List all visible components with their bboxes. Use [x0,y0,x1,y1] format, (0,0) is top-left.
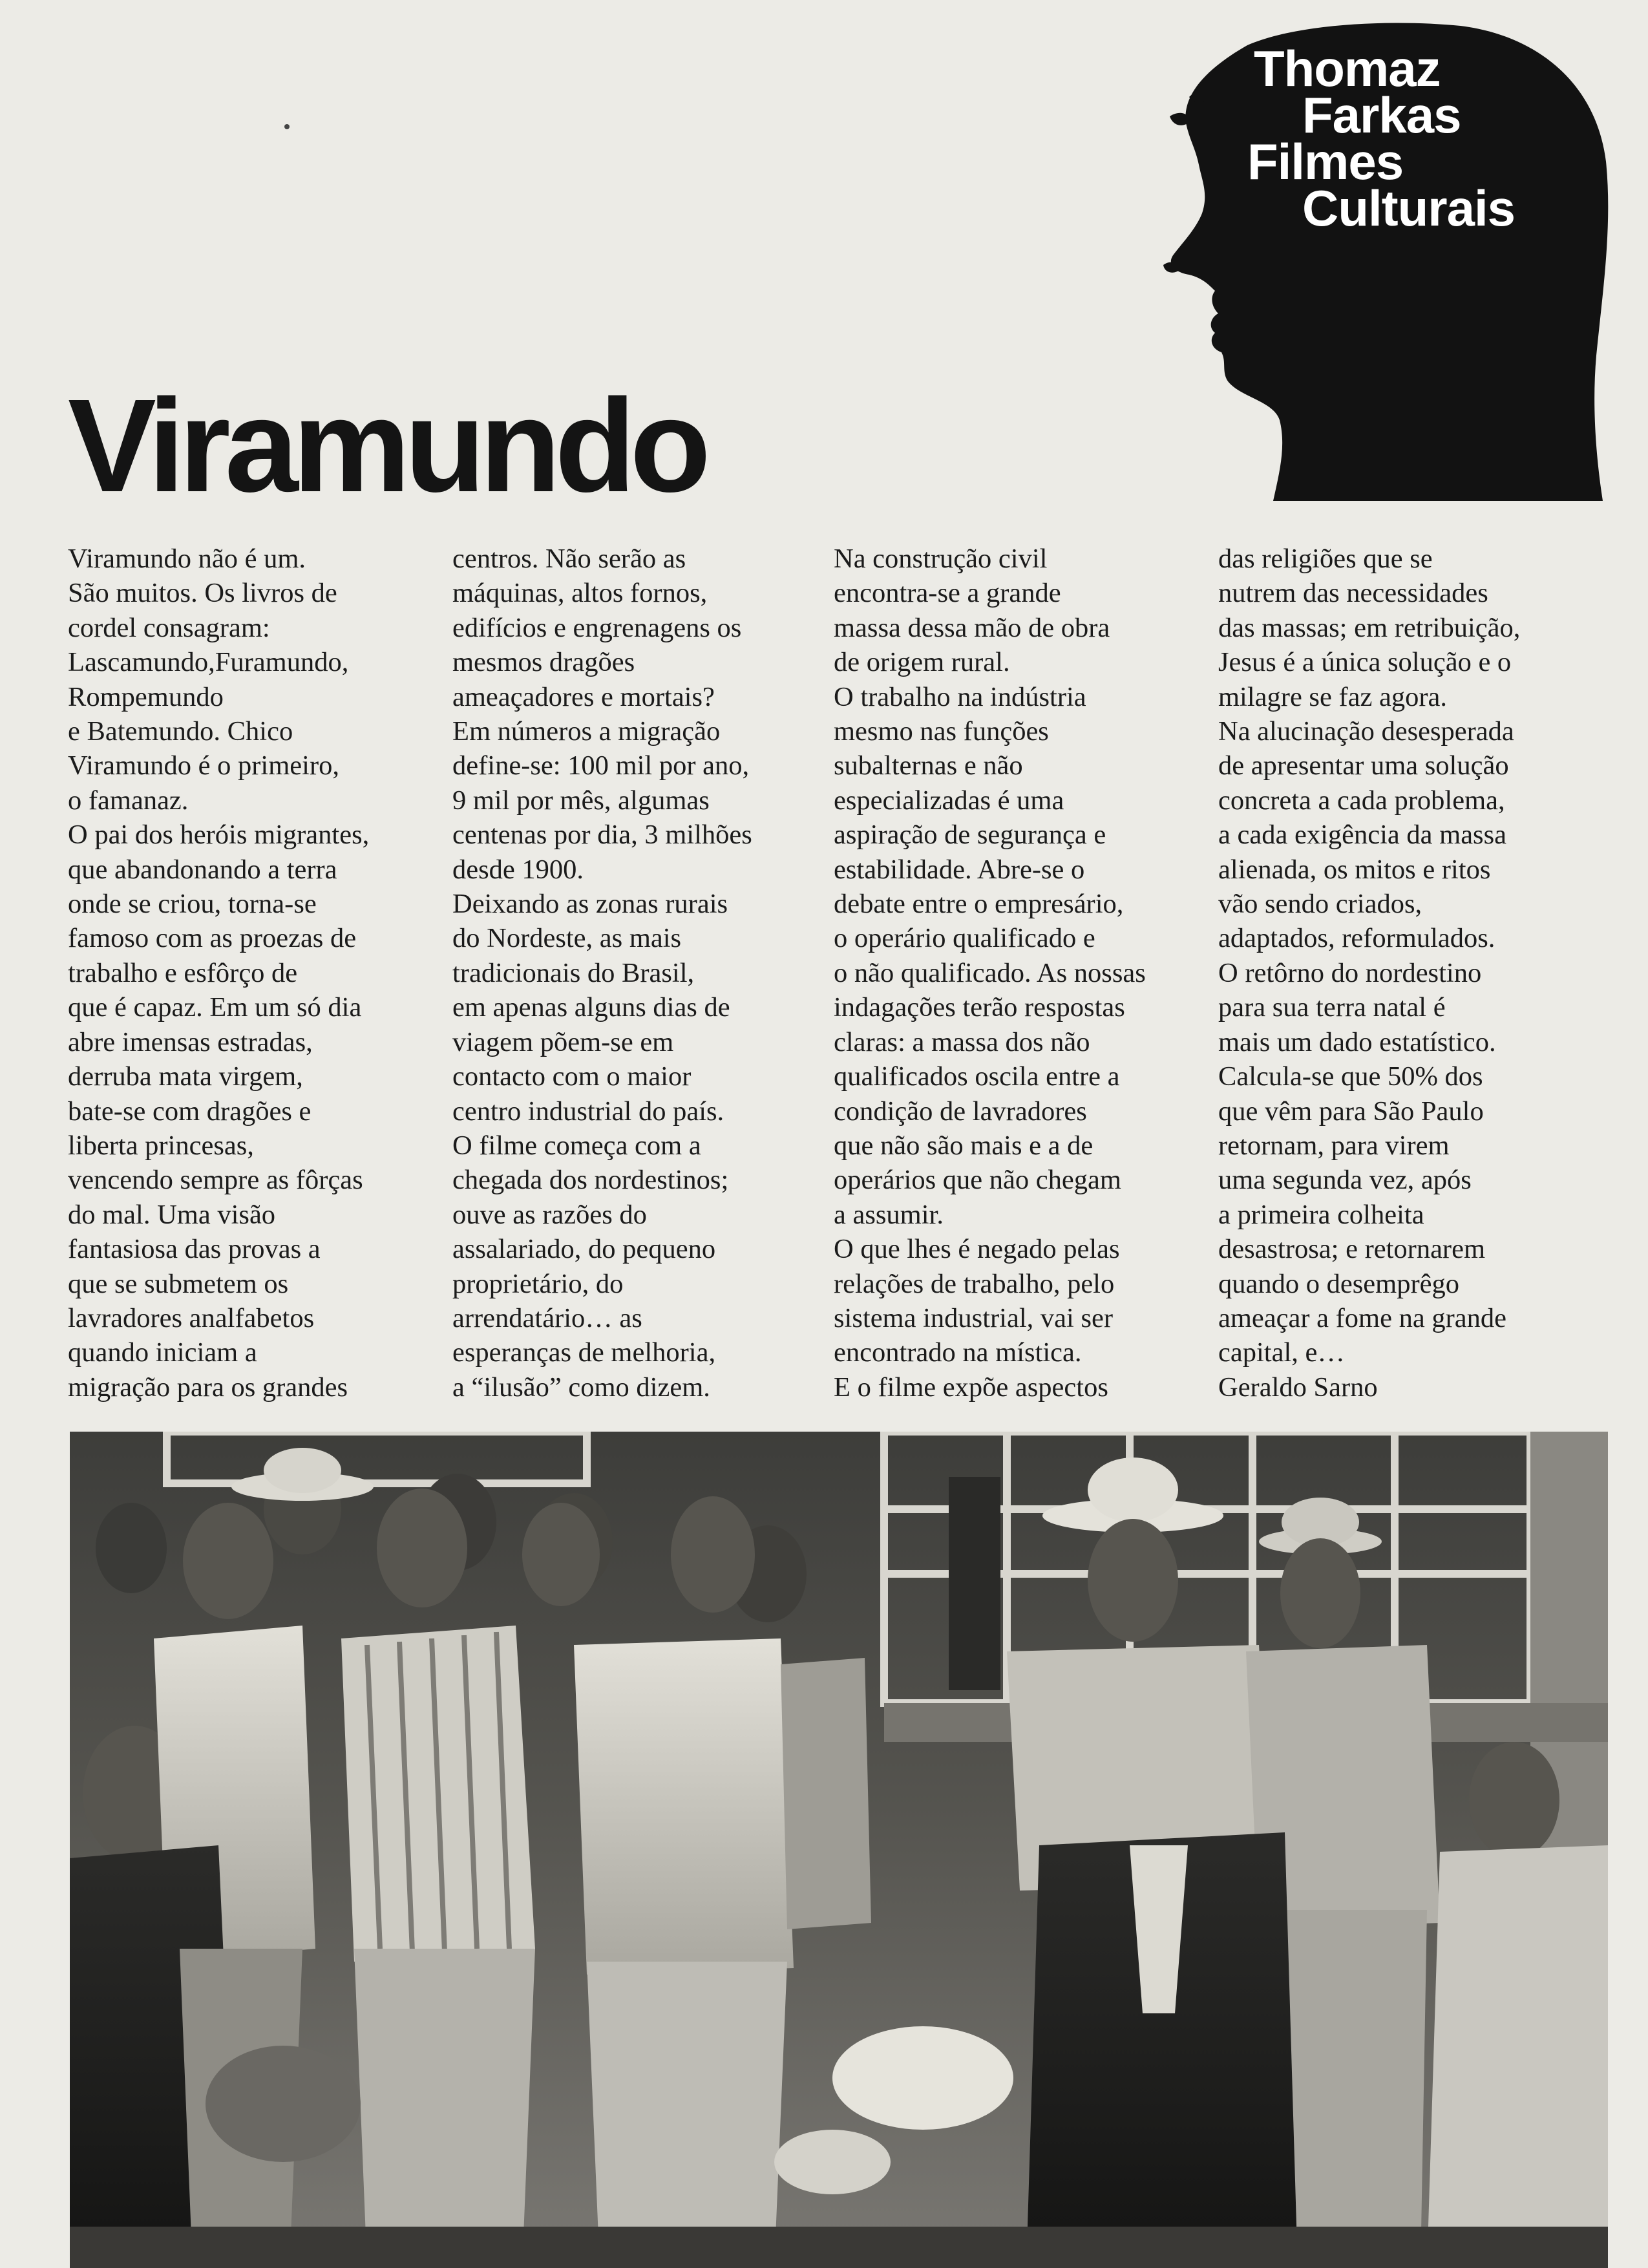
article-line: mesmo nas funções [834,716,1049,747]
article-line: operários que não chegam [834,1165,1121,1196]
article-line: relações de trabalho, pelo [834,1268,1115,1299]
article-line: subalternas e não [834,750,1023,781]
article-line: sistema industrial, vai ser [834,1302,1113,1333]
article-line: a assumir. [834,1199,944,1230]
article-line: Em números a migração [452,716,721,747]
article-line: em apenas alguns dias de [452,992,730,1023]
article-line: abre imensas estradas, [68,1026,313,1057]
article-line: chegada dos nordestinos; [452,1165,729,1196]
article-line: qualificados oscila entre a [834,1061,1120,1092]
article-line: uma segunda vez, após [1218,1165,1472,1196]
article-line: O filme começa com a [452,1130,701,1161]
article-line: que não são mais e a de [834,1130,1093,1161]
article-line: capital, e… [1218,1337,1345,1368]
article-line: condição de lavradores [834,1096,1087,1127]
article-line: liberta princesas, [68,1130,254,1161]
article-line: ameaçadores e mortais? [452,681,715,712]
article-line: massa dessa mão de obra [834,612,1110,643]
article-line: ameaçar a fome na grande [1218,1302,1506,1333]
article-line: de apresentar uma solução [1218,750,1509,781]
article-line: estabilidade. Abre-se o [834,854,1085,885]
article-line: centro industrial do país. [452,1096,724,1127]
article-line: define-se: 100 mil por ano, [452,750,750,781]
article-line: claras: a massa dos não [834,1026,1090,1057]
article-line: e Batemundo. Chico [68,716,293,747]
article-line: contacto com o maior [452,1061,692,1092]
black-and-white-photo-group-of-men [70,1432,1608,2268]
article-line: que se submetem os [68,1268,289,1299]
article-line: Geraldo Sarno [1218,1372,1378,1403]
article-line: onde se criou, torna-se [68,889,317,920]
article-line: Viramundo é o primeiro, [68,750,339,781]
article-line: Rompemundo [68,681,224,712]
article-line: que abandonando a terra [68,854,337,885]
article-line: Viramundo não é um. [68,544,306,574]
article-line: a cada exigência da massa [1218,820,1507,851]
article-line: alienada, os mitos e ritos [1218,854,1491,885]
article-line: indagações terão respostas [834,992,1125,1023]
article-line: assalariado, do pequeno [452,1234,716,1265]
article-line: o famanaz. [68,785,189,816]
article-line: concreta a cada problema, [1218,785,1505,816]
article-line: proprietário, do [452,1268,624,1299]
article-line: adaptados, reformulados. [1218,923,1495,954]
article-line: desde 1900. [452,854,584,885]
article-line: edifícios e engrenagens os [452,612,742,643]
logo-line: Filmes [1247,133,1404,190]
article-line: trabalho e esfôrço de [68,957,298,988]
logo-line: Farkas [1302,87,1461,143]
article-line: Na construção civil [834,544,1048,574]
article-line: quando iniciam a [68,1337,257,1368]
logo-line: Culturais [1302,180,1516,237]
article-line: fantasiosa das provas a [68,1234,321,1265]
article-line: vão sendo criados, [1218,889,1422,920]
article-line: cordel consagram: [68,612,270,643]
article-line: Na alucinação desesperada [1218,716,1514,747]
article-line: o operário qualificado e [834,923,1095,954]
article-line: O retôrno do nordestino [1218,957,1482,988]
article-line: das religiões que se [1218,544,1433,574]
article-line: a primeira colheita [1218,1199,1424,1230]
article-line: mais um dado estatístico. [1218,1026,1496,1057]
article-line: que é capaz. Em um só dia [68,992,362,1023]
logo-line: Thomaz [1254,40,1441,97]
article-line: centros. Não serão as [452,544,686,574]
article-line: São muitos. Os livros de [68,578,337,609]
article-line: o não qualificado. As nossas [834,957,1146,988]
article-line: a “ilusão” como dizem. [452,1372,710,1403]
article-line: migração para os grandes [68,1372,348,1403]
article-line: Deixando as zonas rurais [452,889,728,920]
article-line: quando o desemprêgo [1218,1268,1459,1299]
article-line: aspiração de segurança e [834,820,1106,851]
article-line: Lascamundo,Furamundo, [68,647,349,678]
article-line: retornam, para virem [1218,1130,1450,1161]
article-line: E o filme expõe aspectos [834,1372,1108,1403]
article-line: mesmos dragões [452,647,635,678]
article-line: Calcula-se que 50% dos [1218,1061,1483,1092]
article-line: tradicionais do Brasil, [452,957,695,988]
article-line: Jesus é a única solução e o [1218,647,1512,678]
article-line: milagre se faz agora. [1218,681,1447,712]
article-line: vencendo sempre as fôrças [68,1165,363,1196]
logo-wordmark [1247,40,1516,237]
article-line: para sua terra natal é [1218,992,1446,1023]
article-column-1 [68,542,430,1404]
article-line: máquinas, altos fornos, [452,578,708,609]
article-line: lavradores analfabetos [68,1302,315,1333]
article-line: do mal. Uma visão [68,1199,276,1230]
article-line: ouve as razões do [452,1199,647,1230]
article-line: encontra-se a grande [834,578,1061,609]
article-line: famoso com as proezas de [68,923,357,954]
article-line: especializadas é uma [834,785,1064,816]
article-line: esperanças de melhoria, [452,1337,716,1368]
article-line: debate entre o empresário, [834,889,1124,920]
article-line: viagem põem-se em [452,1026,674,1057]
article-line: arrendatário… as [452,1302,642,1333]
article-line: O trabalho na indústria [834,681,1086,712]
article-line: das massas; em retribuição, [1218,612,1521,643]
print-speck [284,124,290,129]
article-line: bate-se com dragões e [68,1096,312,1127]
article-line: 9 mil por mês, algumas [452,785,710,816]
article-column-3 [834,542,1196,1404]
article-line: do Nordeste, as mais [452,923,682,954]
article-column-2 [452,542,814,1404]
article-line: desastrosa; e retornarem [1218,1234,1486,1265]
article-line: nutrem das necessidades [1218,578,1488,609]
article-line: O pai dos heróis migrantes, [68,820,370,851]
article-column-4 [1218,542,1606,1404]
article-line: centenas por dia, 3 milhões [452,820,752,851]
page-title: Viramundo [68,372,705,520]
article-line: encontrado na mística. [834,1337,1082,1368]
article-line: O que lhes é negado pelas [834,1234,1120,1265]
article-line: derruba mata virgem, [68,1061,303,1092]
article-line: que vêm para São Paulo [1218,1096,1484,1127]
article-line: de origem rural. [834,647,1010,678]
